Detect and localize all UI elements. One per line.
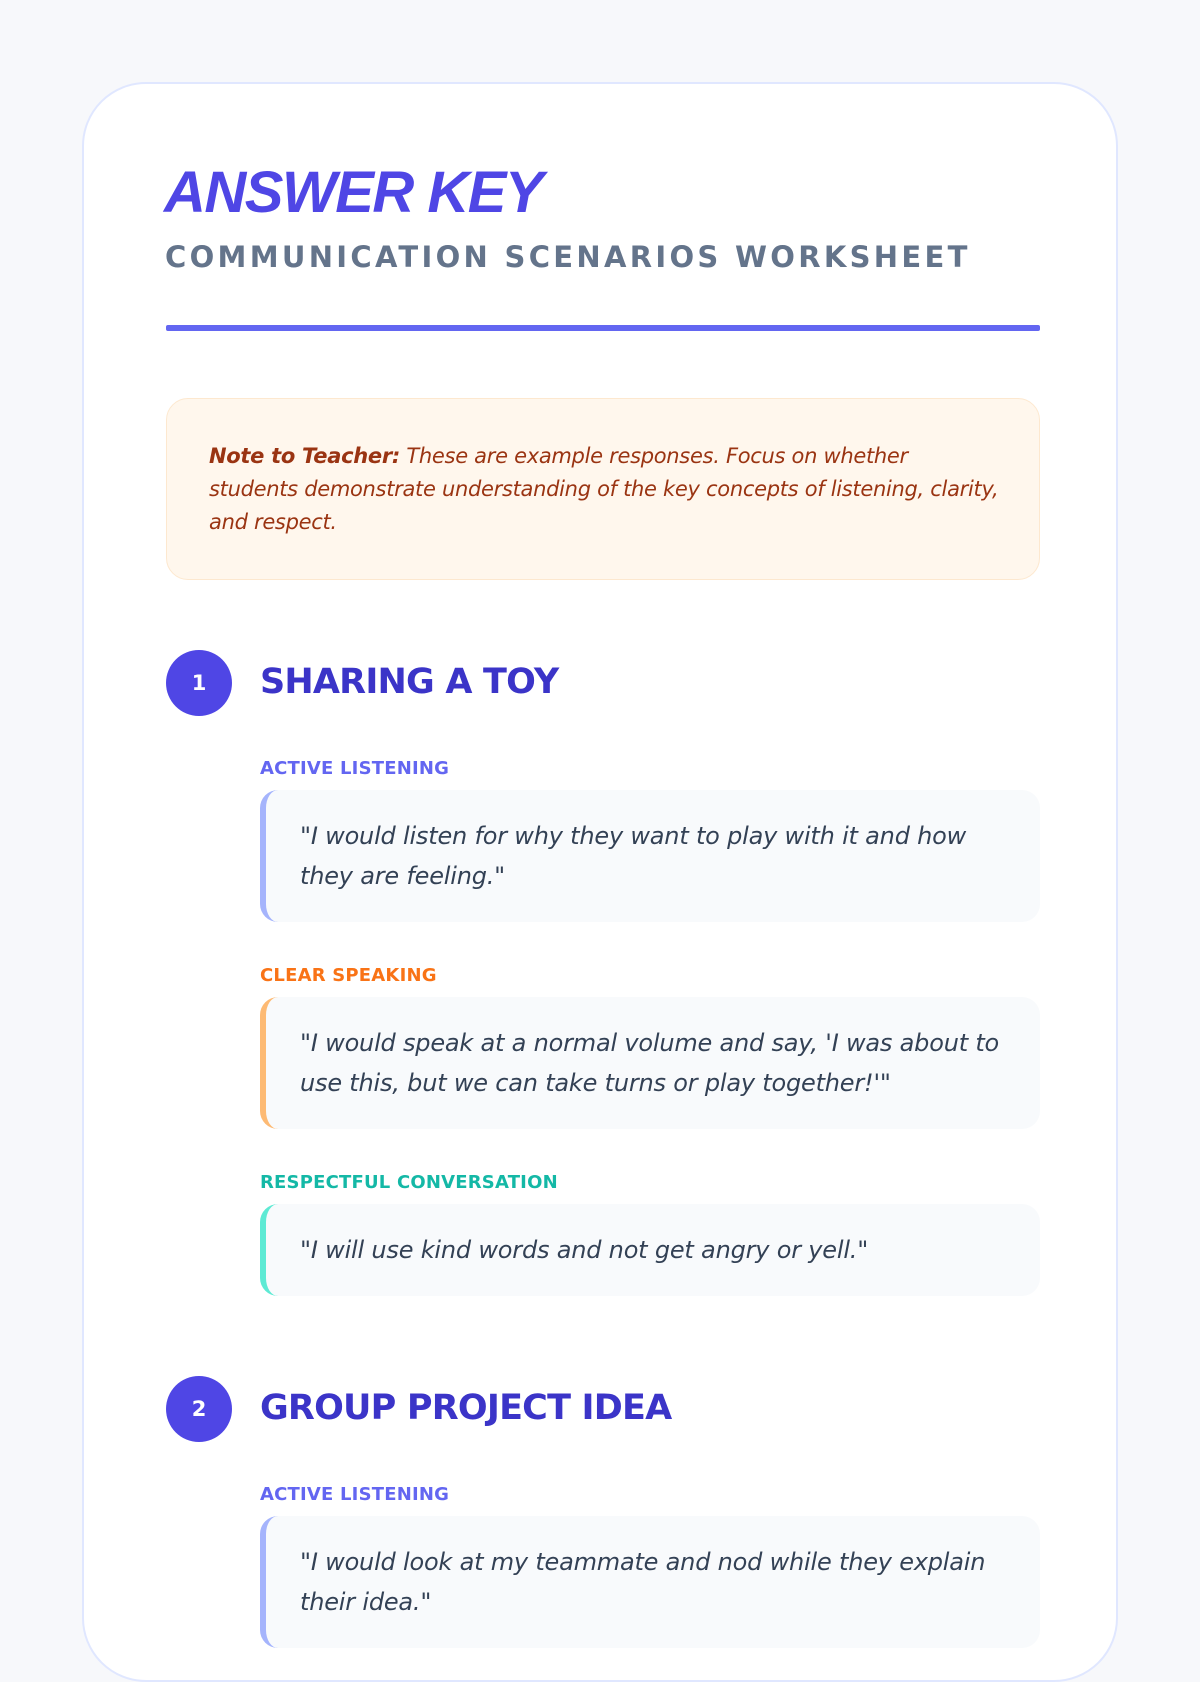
page-subtitle: COMMUNICATION SCENARIOS WORKSHEET (165, 240, 971, 274)
scenario-number-badge: 2 (166, 1376, 232, 1442)
answer-active-listening: "I would listen for why they want to play with it and how they are feeling." (260, 790, 1040, 922)
teacher-note-label: Note to Teacher: (209, 444, 400, 468)
answer-active-listening: "I would look at my teammate and nod while they explain their idea." (260, 1516, 1040, 1648)
answer-label-respectful-conversation: RESPECTFUL CONVERSATION (260, 1172, 558, 1193)
answer-label-active-listening: ACTIVE LISTENING (260, 1484, 450, 1505)
scenario-title: SHARING A TOY (260, 662, 559, 702)
scenario-number-badge: 1 (166, 650, 232, 716)
teacher-note-text: These are example responses. Focus on whether students demonstrate understanding of the key concepts of listening, clarity, and respect. (209, 444, 999, 534)
answer-respectful-conversation: "I will use kind words and not get angry or yell." (260, 1204, 1040, 1296)
page-title: ANSWER KEY (164, 160, 543, 225)
header-divider (166, 325, 1040, 331)
answer-clear-speaking: "I would speak at a normal volume and say, 'I was about to use this, but we can take turns or play together!'" (260, 997, 1040, 1129)
scenario-title: GROUP PROJECT IDEA (260, 1388, 672, 1428)
teacher-note (166, 398, 1040, 580)
answer-key-card (82, 82, 1118, 1682)
answer-label-active-listening: ACTIVE LISTENING (260, 758, 450, 779)
answer-label-clear-speaking: CLEAR SPEAKING (260, 965, 437, 986)
